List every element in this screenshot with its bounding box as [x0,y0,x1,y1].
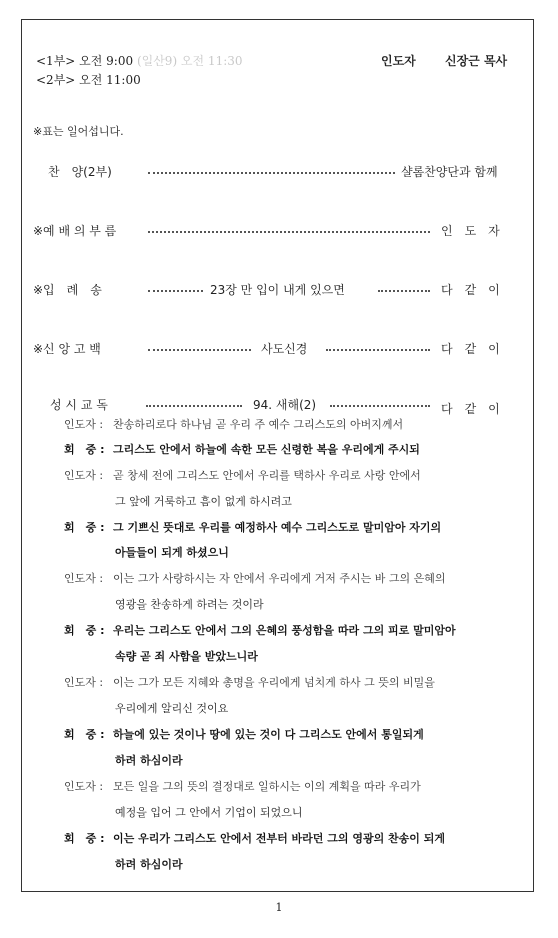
reading-line-congregation [64,520,441,536]
reading-continuation: 속량 곧 죄 사함을 받았느니라 [115,650,258,663]
reading-continuation: 아들들이 되게 하셨으니 [115,546,229,559]
order-item-confession-of-faith [0,340,558,358]
order-item-call-to-worship [0,222,558,240]
reading-text: 그 기쁘신 뜻대로 우리를 예정하사 예수 그리스도로 말미암아 자기의 [113,521,442,534]
leader-dots [148,284,203,292]
leader-dots [378,284,430,292]
leader-dots [326,343,430,351]
reading-text: 곧 창세 전에 그리스도 안에서 우리를 택하사 우리로 사랑 안에서 [113,469,421,482]
order-item-detail: 사도신경 [261,342,308,356]
leader-dots [330,399,430,407]
speaker-label: 회 중 : [64,521,105,534]
reading-text: 찬송하리로다 하나님 곧 우리 주 예수 그리스도의 아버지께서 [113,418,404,431]
reading-line-congregation [64,727,424,743]
reading-continuation: 하려 하심이라 [115,754,183,767]
leader-dots [146,399,242,407]
reading-text: 하늘에 있는 것이나 땅에 있는 것이 다 그리스도 안에서 통일되게 [113,728,424,741]
reading-line-leader [64,571,446,587]
reading-continuation: 하려 하심이라 [115,858,183,871]
order-item-detail: 23장 만 입이 내게 있으면 [210,283,345,297]
officiant-name: 신장근 목사 [445,54,508,68]
officiant-label: 인도자 [381,54,416,68]
reading-line-congregation [64,442,420,458]
order-item-performer: 다 같 이 [441,283,500,297]
reading-text: 이는 우리가 그리스도 안에서 전부터 바라던 그의 영광의 찬송이 되게 [113,832,445,845]
reading-line-leader [64,779,421,795]
order-item-title: ※입 례 송 [33,283,102,297]
leader-dots [148,343,251,351]
service1-label: <1부> 오전 9:00 [36,54,134,68]
speaker-label: 인도자 : [64,676,104,689]
speaker-label: 인도자 : [64,469,104,482]
speaker-label: 인도자 : [64,418,104,431]
order-item-title: 성 시 교 독 [50,398,108,412]
order-item-responsive-reading [0,396,558,414]
speaker-label: 회 중 : [64,443,105,456]
order-item-performer: 다 같 이 [441,402,500,416]
order-item-title: ※신 앙 고 백 [33,342,101,356]
service1-ghost-text: (일산9) 오전 11:30 [136,54,243,68]
order-item-detail: 94. 새해(2) [253,398,317,412]
reading-continuation: 그 앞에 거룩하고 흠이 없게 하시려고 [115,495,292,508]
reading-line-congregation [64,831,445,847]
standing-note: ※표는 일어섭니다. [33,125,124,138]
leader-dots [148,166,395,174]
speaker-label: 인도자 : [64,572,104,585]
reading-text: 우리는 그리스도 안에서 그의 은혜의 풍성함을 따라 그의 피로 말미암아 [113,624,456,637]
order-item-processional-hymn [0,281,558,299]
reading-text: 모든 일을 그의 뜻의 결정대로 일하시는 이의 계획을 따라 우리가 [113,780,421,793]
order-item-performer: 인 도 자 [441,224,500,238]
reading-text: 이는 그가 모든 지혜와 총명을 우리에게 넘치게 하사 그 뜻의 비밀을 [113,676,435,689]
reading-text: 그리스도 안에서 하늘에 속한 모든 신령한 복을 우리에게 주시되 [113,443,420,456]
speaker-label: 인도자 : [64,780,104,793]
reading-text: 이는 그가 사랑하시는 자 안에서 우리에게 거저 주시는 바 그의 은혜의 [113,572,446,585]
reading-line-leader [64,468,421,484]
reading-continuation: 우리에게 알리신 것이요 [115,702,229,715]
service-second-time: <2부> 오전 11:00 [36,73,141,87]
reading-line-congregation [64,623,456,639]
reading-continuation: 영광을 찬송하게 하려는 것이라 [115,598,264,611]
speaker-label: 회 중 : [64,832,105,845]
reading-continuation: 예정을 입어 그 안에서 기업이 되었으니 [115,806,303,819]
service-first-time [36,52,243,69]
speaker-label: 회 중 : [64,728,105,741]
order-item-title: 찬 양(2부) [48,165,112,179]
reading-line-leader [64,417,403,433]
leader-dots [148,225,430,233]
page-number: 1 [275,901,283,914]
order-item-performer: 샬롬찬양단과 함께 [401,165,498,179]
order-item-performer: 다 같 이 [441,342,500,356]
reading-line-leader [64,675,435,691]
order-item-praise [0,163,558,181]
order-item-title: ※예 배 의 부 름 [33,224,117,238]
speaker-label: 회 중 : [64,624,105,637]
